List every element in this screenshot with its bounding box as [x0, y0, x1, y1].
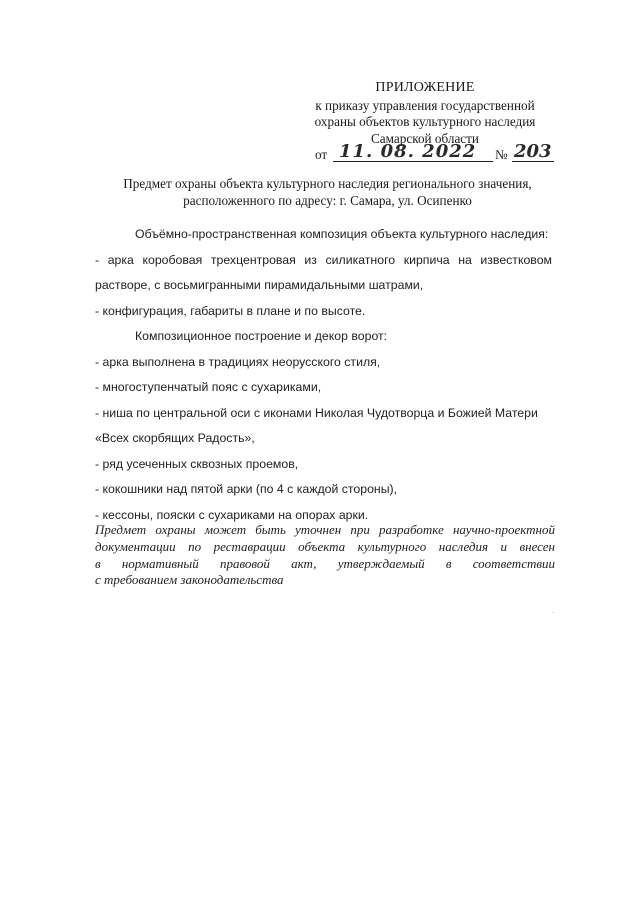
note-line: документации по реставрации объекта культурного наследия и внесен: [95, 538, 555, 554]
date-prefix: от: [315, 147, 328, 162]
order-date-number: [315, 143, 550, 165]
appendix-header: [300, 80, 550, 147]
number-prefix: №: [495, 147, 508, 162]
list-item: - кессоны, пояски с сухариками на опорах арки.: [95, 507, 369, 522]
note-line: в нормативный правовой акт, утверждаемый в соответствии: [95, 555, 555, 571]
list-item: - конфигурация, габариты в плане и по высоте.: [95, 303, 366, 318]
scan-speck: [553, 612, 554, 613]
date-field: [333, 141, 493, 162]
list-item: - кокошники над пятой арки (по 4 с каждой стороны),: [95, 482, 398, 496]
number-field: [512, 141, 554, 162]
handwritten-number: 203: [514, 141, 552, 162]
appendix-title: ПРИЛОЖЕНИЕ: [375, 80, 475, 95]
note-line: Предмет охраны может быть уточнен при разработке научно-проектной: [95, 522, 555, 537]
subject-line: расположенного по адресу: г. Самара, ул. Осипенко: [183, 192, 472, 208]
section-heading: Композиционное построение и декор ворот:: [135, 329, 388, 343]
list-item: - многоступенчатый пояс с сухариками,: [95, 380, 322, 394]
appendix-line: к приказу управления государственной: [315, 97, 535, 113]
appendix-line: охраны объектов культурного наследия: [314, 114, 536, 129]
list-item-continuation: растворе, с восьмигранными пирамидальными шатрами,: [95, 278, 424, 292]
document-body: [95, 226, 552, 532]
italic-note: [95, 522, 555, 589]
subject-line: Предмет охраны объекта культурного наследия регионального значения,: [123, 176, 532, 191]
list-item: - арка выполнена в традициях неорусского стиля,: [95, 354, 381, 369]
appendix-line: Самарской области: [371, 130, 479, 146]
section-heading: Объёмно-пространственная композиция объекта культурного наследия:: [135, 227, 549, 241]
document-subject: [95, 176, 560, 209]
list-item-continuation: «Всех скорбящих Радость»,: [95, 431, 255, 445]
note-line: с требованием законодательства: [95, 572, 284, 588]
list-item: - арка коробовая трехцентровая из силикатного кирпича на известковом: [95, 252, 552, 267]
list-item: - ряд усеченных сквозных проемов,: [95, 456, 299, 471]
handwritten-date: 11. 08. 2022: [339, 141, 477, 162]
list-item: - ниша по центральной оси с иконами Николая Чудотворца и Божией Матери: [95, 405, 538, 420]
